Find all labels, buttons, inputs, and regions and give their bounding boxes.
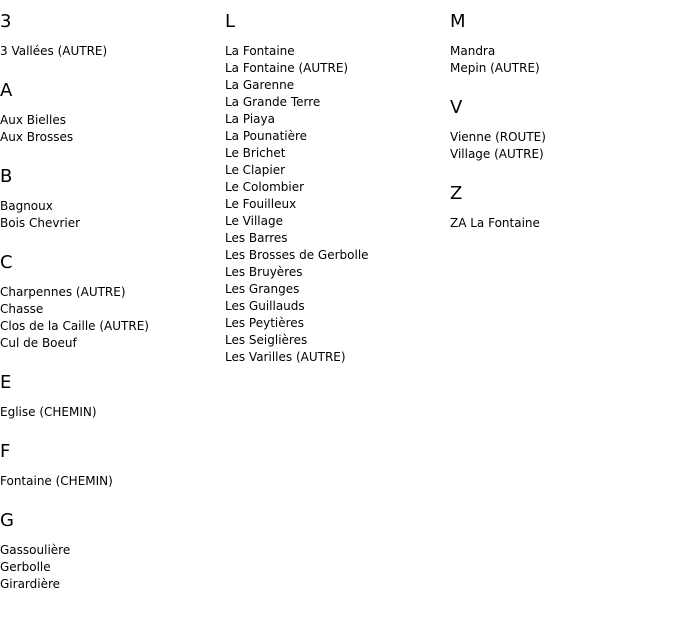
group-letter-heading: G	[0, 510, 14, 531]
street-list-item	[0, 112, 220, 129]
street-link[interactable]: Le Village	[225, 214, 283, 228]
street-list-item	[225, 264, 445, 281]
street-list-item	[225, 162, 445, 179]
letter-group	[0, 251, 220, 352]
letter-group	[450, 10, 670, 77]
street-link[interactable]: Le Fouilleux	[225, 197, 297, 211]
street-list-item	[0, 129, 220, 146]
street-list-item	[0, 404, 220, 421]
street-link[interactable]: Charpennes (AUTRE)	[0, 285, 126, 299]
letter-group	[450, 96, 670, 163]
street-list-item	[225, 298, 445, 315]
letter-group	[225, 10, 445, 366]
street-list-item	[225, 230, 445, 247]
street-list-item	[0, 284, 220, 301]
street-list-item	[225, 60, 445, 77]
street-list	[0, 198, 220, 232]
street-link[interactable]: La Piaya	[225, 112, 275, 126]
street-list-item	[225, 77, 445, 94]
street-list-item	[225, 145, 445, 162]
street-link[interactable]: Les Barres	[225, 231, 288, 245]
street-list	[450, 43, 670, 77]
street-list	[0, 542, 220, 593]
street-list	[450, 215, 670, 232]
street-link[interactable]: Les Peytières	[225, 316, 304, 330]
street-link[interactable]: Le Clapier	[225, 163, 286, 177]
street-link[interactable]: La Pounatière	[225, 129, 308, 143]
group-letter-heading: Z	[450, 183, 463, 204]
street-link[interactable]: Aux Brosses	[0, 130, 74, 144]
street-list	[0, 112, 220, 146]
street-link[interactable]: La Fontaine (AUTRE)	[225, 61, 349, 75]
street-link[interactable]: Cul de Boeuf	[0, 336, 77, 350]
street-link[interactable]: Clos de la Caille (AUTRE)	[0, 319, 149, 333]
group-letter-heading: M	[450, 11, 466, 32]
street-link[interactable]: 3 Vallées (AUTRE)	[0, 44, 108, 58]
street-list-item	[0, 215, 220, 232]
street-list-item	[0, 318, 220, 335]
street-link[interactable]: Girardière	[0, 577, 61, 591]
letter-group	[0, 440, 220, 490]
street-link[interactable]: Les Bruyères	[225, 265, 303, 279]
street-link[interactable]: ZA La Fontaine	[450, 216, 540, 230]
street-list	[225, 43, 445, 366]
street-link[interactable]: Mandra	[450, 44, 496, 58]
street-link[interactable]: Fontaine (CHEMIN)	[0, 474, 113, 488]
street-list-item	[0, 559, 220, 576]
street-list-item	[450, 146, 670, 163]
letter-group	[450, 182, 670, 232]
group-letter-heading: V	[450, 97, 463, 118]
street-link[interactable]: Bagnoux	[0, 199, 53, 213]
street-link[interactable]: Gerbolle	[0, 560, 51, 574]
street-link[interactable]: Eglise (CHEMIN)	[0, 405, 97, 419]
group-letter-heading: F	[0, 441, 11, 462]
street-list-item	[225, 196, 445, 213]
street-list-item	[450, 43, 670, 60]
street-list-item	[225, 128, 445, 145]
street-link[interactable]: Village (AUTRE)	[450, 147, 544, 161]
street-list-item	[0, 43, 220, 60]
directory-column	[450, 10, 670, 251]
street-list-item	[225, 111, 445, 128]
group-letter-heading: C	[0, 252, 13, 273]
street-list-item	[0, 542, 220, 559]
group-letter-heading: A	[0, 80, 13, 101]
street-list-item	[0, 301, 220, 318]
street-list	[0, 404, 220, 421]
street-link[interactable]: Les Seiglières	[225, 333, 308, 347]
street-list	[0, 473, 220, 490]
group-letter-heading: B	[0, 166, 13, 187]
group-letter-heading: L	[225, 11, 236, 32]
group-letter-heading: E	[0, 372, 12, 393]
street-list-item	[225, 213, 445, 230]
street-list	[450, 129, 670, 163]
street-list-item	[0, 335, 220, 352]
street-link[interactable]: La Garenne	[225, 78, 295, 92]
street-list-item	[450, 60, 670, 77]
directory-column	[0, 10, 220, 612]
street-link[interactable]: Le Brichet	[225, 146, 286, 160]
street-link[interactable]: Chasse	[0, 302, 44, 316]
street-list-item	[225, 247, 445, 264]
street-list-item	[225, 94, 445, 111]
street-list-item	[0, 576, 220, 593]
street-list	[0, 43, 220, 60]
street-link[interactable]: La Fontaine	[225, 44, 295, 58]
street-list-item	[225, 179, 445, 196]
street-list-item	[225, 281, 445, 298]
directory-column	[225, 10, 445, 385]
letter-group	[0, 371, 220, 421]
street-list-item	[225, 43, 445, 60]
street-list-item	[225, 332, 445, 349]
letter-group	[0, 79, 220, 146]
street-list-item	[0, 198, 220, 215]
street-link[interactable]: Les Granges	[225, 282, 300, 296]
street-list-item	[450, 215, 670, 232]
street-link[interactable]: Les Varilles (AUTRE)	[225, 350, 346, 364]
street-list-item	[450, 129, 670, 146]
street-link[interactable]: Vienne (ROUTE)	[450, 130, 546, 144]
street-link[interactable]: Mepin (AUTRE)	[450, 61, 540, 75]
letter-group	[0, 509, 220, 593]
street-list	[0, 284, 220, 352]
letter-group	[0, 165, 220, 232]
street-link[interactable]: Les Guillauds	[225, 299, 305, 313]
street-link[interactable]: Le Colombier	[225, 180, 305, 194]
street-link[interactable]: Bois Chevrier	[0, 216, 81, 230]
street-link[interactable]: Gassoulière	[0, 543, 71, 557]
street-list-item	[225, 315, 445, 332]
street-link[interactable]: Les Brosses de Gerbolle	[225, 248, 369, 262]
street-link[interactable]: Aux Bielles	[0, 113, 66, 127]
street-link[interactable]: La Grande Terre	[225, 95, 321, 109]
street-list-item	[0, 473, 220, 490]
group-letter-heading: 3	[0, 11, 12, 32]
letter-group	[0, 10, 220, 60]
street-list-item	[225, 349, 445, 366]
